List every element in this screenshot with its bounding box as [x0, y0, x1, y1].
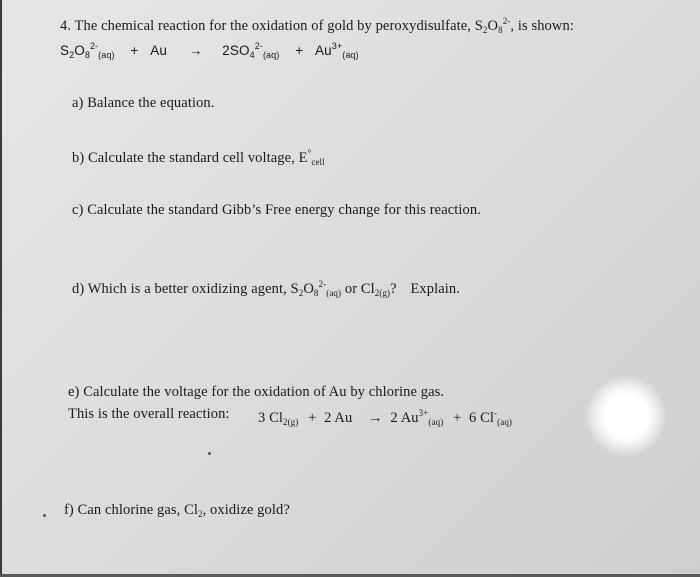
reactant-gold: Au	[150, 43, 167, 58]
reaction-equation-2	[258, 408, 512, 427]
product-gold-ion: $Au^{3+}_{(aq)}$	[315, 41, 359, 60]
pen-mark	[208, 452, 211, 455]
reactant-gold: 2 Au	[324, 410, 353, 426]
part-f: f) Can chlorine gas, $Cl_2$, oxidize gold?	[64, 502, 290, 519]
light-glare	[586, 376, 666, 456]
plus-sign: +	[130, 43, 139, 58]
intro-formula: $S_2O_8^{2-}$	[474, 16, 511, 35]
product-gold-ion: 2 $Au^{3+}_{(aq)}$	[390, 408, 444, 427]
question-intro-end: , is shown:	[510, 18, 574, 34]
plus-sign: +	[295, 43, 304, 58]
part-b: b) Calculate the standard cell voltage, $E^\circ_{cell}$	[72, 148, 325, 167]
part-a: a) Balance the equation.	[72, 95, 215, 111]
reactant-chlorine: 3 $Cl_{2(g)}$	[258, 410, 299, 427]
product-sulfate: $2SO_4^{2-}_{(aq)}$	[222, 41, 280, 60]
plus-sign: +	[308, 410, 317, 426]
pen-mark	[43, 514, 46, 517]
explain-prompt: Explain.	[410, 281, 460, 297]
reaction-equation-1	[60, 41, 359, 60]
part-e-line2: This is the overall reaction:	[68, 406, 230, 422]
question-intro-text: The chemical reaction for the oxidation of gold by peroxydisulfate,	[74, 18, 472, 34]
reaction-arrow: →	[188, 43, 203, 58]
part-c: c) Calculate the standard Gibb’s Free energy change for this reaction.	[72, 202, 481, 218]
plus-sign: +	[453, 410, 462, 426]
page-edge-left	[0, 0, 2, 577]
reactant-peroxydisulfate: $S_2O_8^{2-}_{(aq)}$	[60, 41, 115, 60]
reaction-arrow: →	[368, 410, 383, 426]
part-d: d) Which is a better oxidizing agent, $S_2O_8^{2-}_{(aq)}$ or $Cl_{2(g)}$? Explain.	[72, 279, 460, 298]
part-e-line1: e) Calculate the voltage for the oxidation of Au by chlorine gas.	[68, 384, 445, 400]
question-number: 4.	[60, 18, 72, 34]
product-chloride: 6 $Cl^-_{(aq)}$	[469, 408, 513, 427]
question-intro	[60, 16, 574, 35]
